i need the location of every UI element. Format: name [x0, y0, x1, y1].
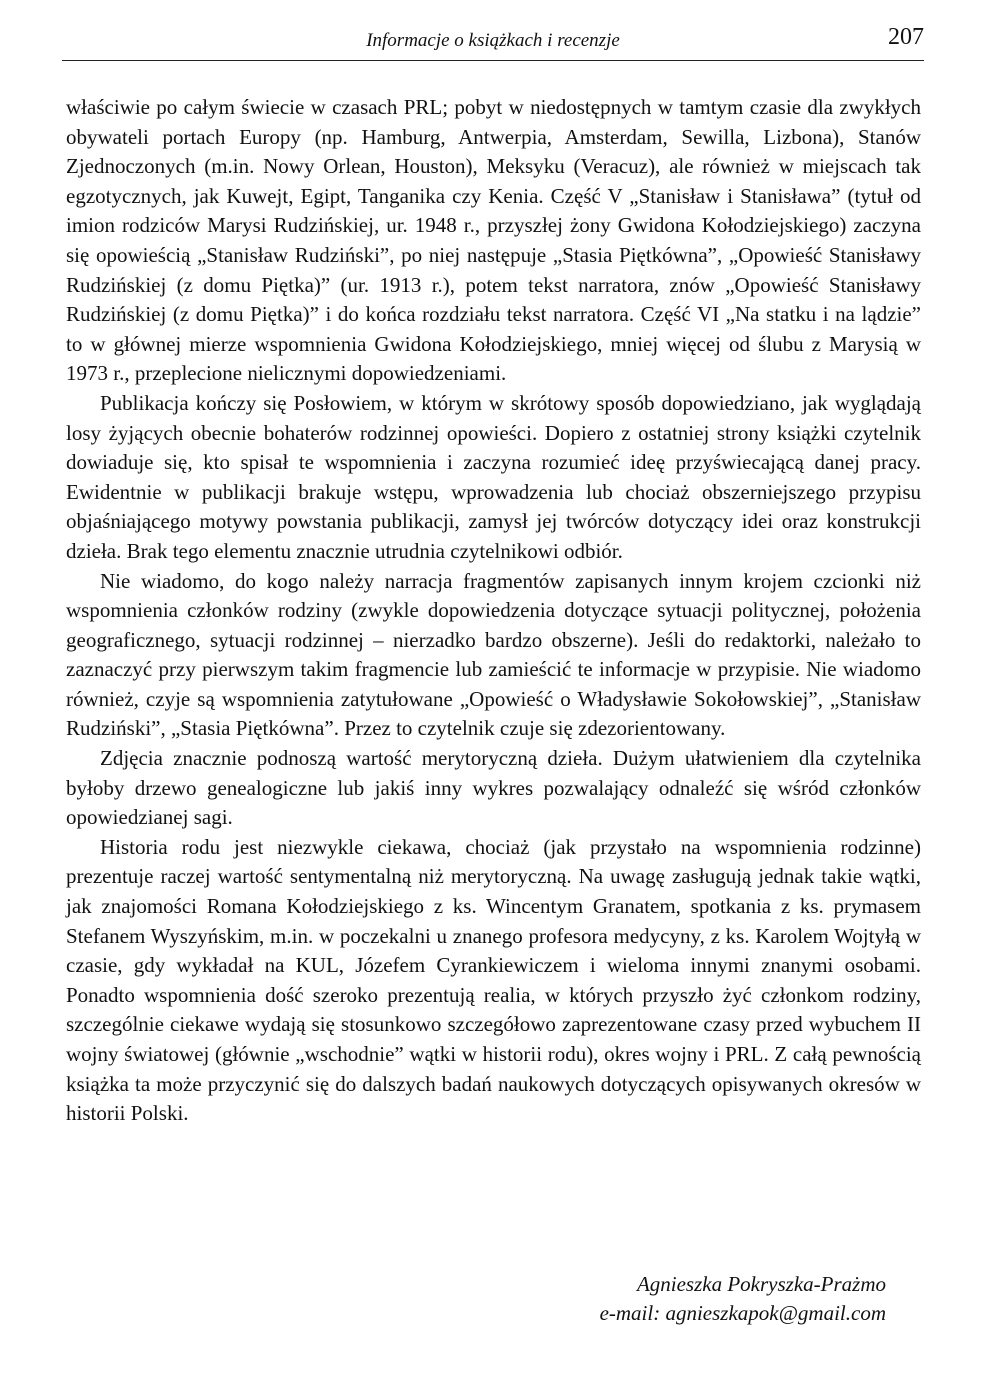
- signature-block: [600, 1270, 886, 1328]
- paragraph: Zdjęcia znacznie podnoszą wartość merytoryczną dzieła. Dużym ułatwieniem dla czytelnika byłoby drzewo genealogiczne lub jakiś inny wykres pozwalający odnaleźć się wśród członków opowiedzianej sagi.: [66, 746, 921, 830]
- author-email: e-mail: agnieszkapok@gmail.com: [599, 1301, 886, 1325]
- running-title: Informacje o książkach i recenzje: [366, 30, 620, 51]
- paragraph-continued: właściwie po całym świecie w czasach PRL; pobyt w niedostępnych w tamtym czasie dla zwykłych obywateli portach Europy (np. Hamburg, Antwerpia, Amsterdam, Sewilla, Lizbona), Stanów Zjednoczonych (m.in. Nowy Orlean, Houston), Meksyku (Veracuz), ale również w miejscach tak egzotycznych, jak Kuwejt, Egipt, Tanganika czy Kenia. Część V „Stanisław i Stanisława” (tytuł od imion rodziców Marysi Rudzińskiej, ur. 1948 r., przyszłej żony Gwidona Kołodziejskiego) zaczyna się opowieścią „Stanisław Rudziński”, po niej następuje „Stasia Piętkówna”, „Opowieść Stanisławy Rudzińskiej (z domu Piętka)” (ur. 1913 r.), potem tekst narratora, znów „Opowieść Stanisławy Rudzińskiej (z domu Piętka)” i do końca rozdziału tekst narratora. Część VI „Na statku i na lądzie” to w głównej mierze wspomnienia Gwidona Kołodziejskiego, mniej więcej od ślubu z Marysią w 1973 r., przeplecione nielicznymi dopowiedzeniami.: [66, 95, 921, 386]
- author-name: Agnieszka Pokryszka-Prażmo: [636, 1272, 886, 1296]
- page-number: 207: [888, 24, 924, 50]
- paragraph: Publikacja kończy się Posłowiem, w którym w skrótowy sposób dopowiedziano, jak wyglądają losy żyjących obecnie bohaterów rodzinnej opowieści. Dopiero z ostatniej strony książki czytelnik dowiaduje się, kto spisał te wspomnienia i zaczyna rozumieć ideę przyświecającą danej pracy. Ewidentnie w publikacji brakuje wstępu, wprowadzenia lub chociaż obszerniejszego przypisu objaśniającego motywy powstania publikacji, zamysł jej twórców dotyczący idei oraz konstrukcji dzieła. Brak tego elementu znacznie utrudnia czytelnikowi odbiór.: [66, 390, 921, 563]
- running-header: [62, 24, 924, 61]
- body-text: [66, 93, 921, 1129]
- paragraph: Nie wiadomo, do kogo należy narracja fragmentów zapisanych innym krojem czcionki niż wspomnienia członków rodziny (zwykle dopowiedzenia dotyczące sytuacji politycznej, położenia geograficznego, sytuacji rodzinnej – nierzadko bardzo obszerne). Jeśli do redaktorki, należało to zaznaczyć przy pierwszym takim fragmencie lub zamieścić te informacje w przypisie. Nie wiadomo również, czyje są wspomnienia zatytułowane „Opowieść o Władysławie Sokołowskiej”, „Stanisław Rudziński”, „Stasia Piętkówna”. Przez to czytelnik czuje się zdezorientowany.: [66, 568, 921, 741]
- paragraph: Historia rodu jest niezwykle ciekawa, chociaż (jak przystało na wspomnienia rodzinne) prezentuje raczej wartość sentymentalną niż merytoryczną. Na uwagę zasługują jednak takie wątki, jak znajomości Romana Kołodziejskiego z ks. Wincentym Granatem, spotkania z ks. prymasem Stefanem Wyszyńskim, m.in. w poczekalni u znanego profesora medycyny, z ks. Karolem Wojtyłą w czasie, gdy wykładał na KUL, Józefem Cyrankiewiczem i wieloma innymi znanymi osobami. Ponadto wspomnienia dość szeroko prezentują realia, w których przyszło żyć członkom rodziny, szczególnie ciekawe wydają się stosunkowo szczegółowo zaprezentowane czasy przed wybuchem II wojny światowej (głównie „wschodnie” wątki w historii rodu), okres wojny i PRL. Z całą pewnością książka ta może przyczynić się do dalszych badań naukowych dotyczących opisywanych okresów w historii Polski.: [66, 834, 921, 1126]
